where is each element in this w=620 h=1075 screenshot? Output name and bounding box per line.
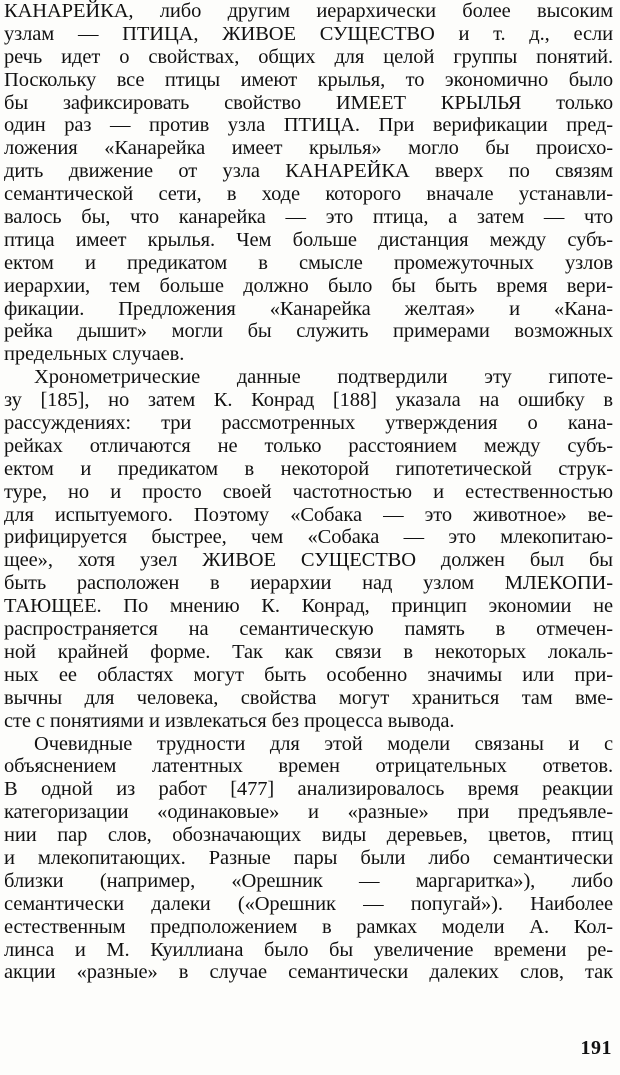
text-line: и млекопитающих. Разные пары были либо семантически — [4, 846, 613, 869]
text-line: дить движение от узла КАНАРЕЙКА вверх по связям — [4, 160, 613, 183]
text-line: ложения «Канарейка имеет крылья» могло бы происхо- — [4, 137, 613, 160]
text-line: иерархии, тем больше должно было бы быть время вери- — [4, 274, 613, 297]
text-line: распространяется на семантическую память в отмечен- — [4, 618, 613, 641]
text-line: категоризации «одинаковые» и «разные» при предъявле- — [4, 801, 613, 824]
text-line: птица имеет крылья. Чем больше дистанция между субъ- — [4, 228, 613, 251]
text-line: вычны для человека, свойства могут храниться там вме- — [4, 686, 613, 709]
text-line: предельных случаев. — [4, 343, 185, 366]
text-line: Поскольку все птицы имеют крылья, то экономично было — [4, 68, 613, 91]
text-line: КАНАРЕЙКА, либо другим иерархически более высоким — [4, 0, 613, 22]
text-line: рейка дышит» могли бы служить примерами возможных — [4, 320, 613, 343]
text-line: узлам — ПТИЦА, ЖИВОЕ СУЩЕСТВО и т. д., если — [4, 22, 613, 45]
text-line: для испытуемого. Поэтому «Собака — это животное» ве- — [4, 503, 613, 526]
text-line: фикации. Предложения «Канарейка желтая» и «Кана- — [4, 297, 613, 320]
text-line: туре, но и просто своей частотностью и естественностью — [4, 480, 613, 503]
text-line: объяснением латентных времен отрицательных ответов. — [4, 755, 613, 778]
text-line: рифицируется быстрее, чем «Собака — это млекопитаю- — [4, 526, 613, 549]
paragraph — [4, 733, 613, 985]
text-line: акции «разные» в случае семантически далеких слов, так — [4, 961, 613, 984]
text-line: семантической сети, в ходе которого вначале устанавли- — [4, 183, 613, 206]
page-number: 191 — [580, 1037, 612, 1059]
text-line: рассуждениях: три рассмотренных утверждения о кана- — [4, 412, 613, 435]
text-line: ной крайней форме. Так как связи в некоторых локаль- — [4, 640, 613, 663]
text-line: Очевидные трудности для этой модели связаны и с — [34, 732, 613, 755]
paragraph — [4, 0, 613, 366]
text-line: рейках отличаются не только расстоянием между субъ- — [4, 434, 613, 457]
text-line: щее», хотя узел ЖИВОЕ СУЩЕСТВО должен был бы — [4, 549, 613, 572]
text-line: речь идет о свойствах, общих для целой группы понятий. — [4, 45, 613, 68]
text-line: ных ее областях могут быть особенно значимы или при- — [4, 663, 613, 686]
text-line: семантически далеки («Орешник — попугай»). Наиболее — [4, 892, 613, 915]
text-line: сте с понятиями и извлекаться без процесса вывода. — [4, 709, 455, 732]
paragraph — [4, 366, 613, 732]
text-line: близки (например, «Орешник — маргаритка»), либо — [4, 869, 613, 892]
text-line: нии пар слов, обозначающих виды деревьев, цветов, птиц — [4, 824, 613, 847]
text-line: Хронометрические данные подтвердили эту гипоте- — [34, 366, 613, 389]
text-line: В одной из работ [477] анализировалось время реакции — [4, 778, 613, 801]
text-line: ектом и предикатом в смысле промежуточных узлов — [4, 251, 613, 274]
text-line: валось бы, что канарейка — это птица, а затем — что — [4, 206, 613, 229]
text-line: один раз — против узла ПТИЦА. При верификации пред- — [4, 114, 613, 137]
text-line: естественным предположением в рамках модели А. Кол- — [4, 915, 613, 938]
text-line: зу [185], но затем К. Конрад [188] указала на ошибку в — [4, 389, 613, 412]
text-line: линса и М. Куиллиана было бы увеличение времени ре- — [4, 938, 613, 961]
text-column — [4, 0, 613, 984]
text-line: бы зафиксировать свойство ИМЕЕТ КРЫЛЬЯ только — [4, 91, 613, 114]
text-line: ектом и предикатом в некоторой гипотетической струк- — [4, 457, 613, 480]
text-line: ТАЮЩЕЕ. По мнению К. Конрад, принцип экономии не — [4, 595, 613, 618]
text-line: быть расположен в иерархии над узлом МЛЕКОПИ- — [4, 572, 613, 595]
